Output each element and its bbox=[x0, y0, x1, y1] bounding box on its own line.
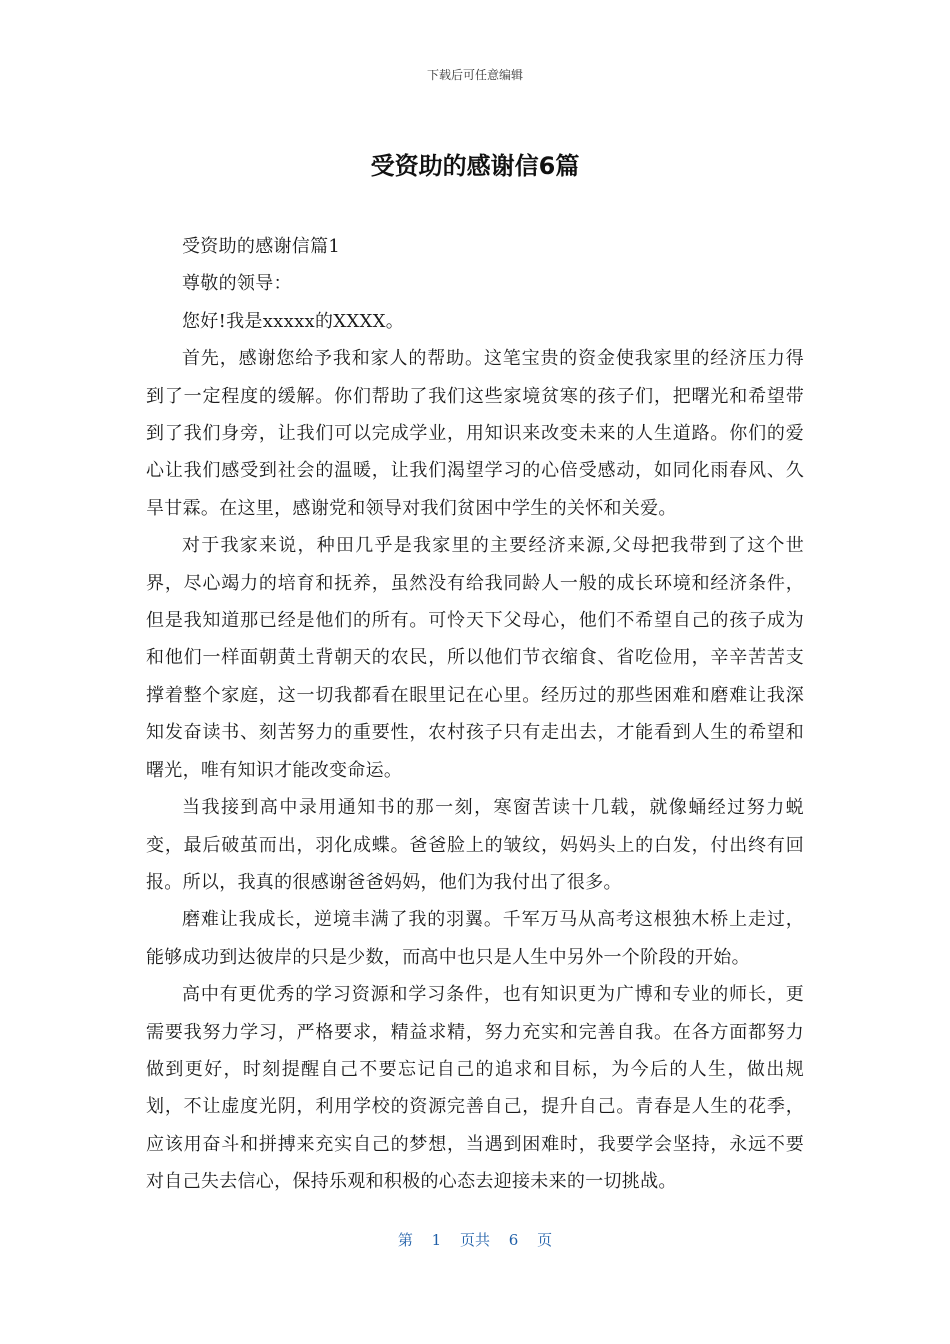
document-title: 受资助的感谢信6篇 bbox=[370, 152, 580, 180]
greeting-line: 您好!我是xxxxx的XXXX。 bbox=[182, 310, 405, 332]
body-paragraph: 当我接到高中录用通知书的那一刻，寒窗苦读十几载，就像蛹经过努力蜕变，最后破茧而出，羽化成蝶。爸爸脸上的皱纹，妈妈头上的白发，付出终有回报。所以，我真的很感谢爸爸妈妈，他们为我付出了很多。 bbox=[146, 797, 804, 893]
footer-suffix: 页 bbox=[537, 1231, 553, 1249]
section-heading: 受资助的感谢信篇1 bbox=[182, 236, 341, 257]
page-footer bbox=[0, 1228, 950, 1252]
salutation: 尊敬的领导： bbox=[182, 273, 292, 295]
body-paragraph: 首先，感谢您给予我和家人的帮助。这笔宝贵的资金使我家里的经济压力得到了一定程度的缓解。你们帮助了我们这些家境贫寒的孩子们，把曙光和希望带到了我们身旁，让我们可以完成学业，用知识来改变未来的人生道路。你们的爱心让我们感受到社会的温暖，让我们渴望学习的心倍受感动，如同化雨春风、久旱甘霖。在这里，感谢党和领导对我们贫困中学生的关怀和关爱。 bbox=[146, 348, 804, 519]
body-paragraph: 高中有更优秀的学习资源和学习条件，也有知识更为广博和专业的师长，更需要我努力学习，严格要求，精益求精，努力充实和完善自我。在各方面都努力做到更好，时刻提醒自己不要忘记自己的追求和目标，为今后的人生，做出规划，不让虚度光阴，利用学校的资源完善自己，提升自己。青春是人生的花季，应该用奋斗和拼搏来充实自己的梦想，当遇到困难时，我要学会坚持，永远不要对自己失去信心，保持乐观和积极的心态去迎接未来的一切挑战。 bbox=[146, 984, 804, 1193]
header-note: 下载后可任意编辑 bbox=[426, 68, 523, 82]
body-paragraph: 对于我家来说，种田几乎是我家里的主要经济来源,父母把我带到了这个世界，尽心竭力的培育和抚养，虽然没有给我同龄人一般的成长环境和经济条件，但是我知道那已经是他们的所有。可怜天下父母心，他们不希望自己的孩子成为和他们一样面朝黄土背朝天的农民，所以他们节衣缩食、省吃俭用，辛辛苦苦支撑着整个家庭，这一切我都看在眼里记在心里。经历过的那些困难和磨难让我深知发奋读书、刻苦努力的重要性，农村孩子只有走出去，才能看到人生的希望和曙光，唯有知识才能改变命运。 bbox=[146, 535, 804, 781]
body-paragraph: 磨难让我成长，逆境丰满了我的羽翼。千军万马从高考这根独木桥上走过，能够成功到达彼岸的只是少数，而高中也只是人生中另外一个阶段的开始。 bbox=[146, 909, 804, 968]
current-page-number: 1 bbox=[431, 1231, 442, 1249]
footer-middle: 页共 bbox=[459, 1231, 490, 1249]
total-page-count: 6 bbox=[508, 1231, 519, 1249]
footer-prefix: 第 bbox=[397, 1231, 413, 1249]
document-body bbox=[146, 228, 804, 1201]
